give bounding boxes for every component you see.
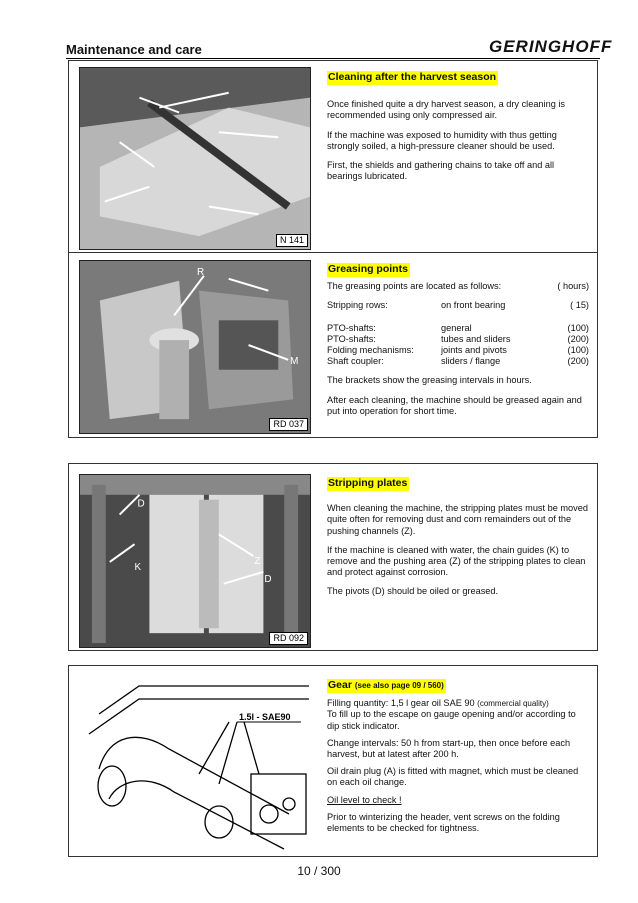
gear-line-drawing — [79, 674, 314, 852]
greasing-intro: The greasing points are located as follows: ( hours) — [327, 281, 589, 292]
figure-letter: D — [137, 498, 145, 510]
page-number: 10 / 300 — [297, 864, 341, 878]
greasing-row: PTO-shafts: tubes and sliders (200) — [327, 333, 589, 344]
paragraph: If the machine is cleaned with water, the chain guides (K) to remove and the pushing area (Z) of the stripping plates to clean and protect against corrosion. — [327, 544, 586, 578]
paragraph: The pivots (D) should be oiled or greased. — [327, 586, 499, 597]
photo-greasing-drawing — [80, 261, 310, 433]
figure-letter: K — [134, 561, 142, 573]
section-stripping — [68, 463, 598, 651]
paragraph: When cleaning the machine, the stripping plates must be moved quite often for removing dust and corn remainders out of the pushing channels (Z). — [327, 503, 588, 536]
paragraph: Once finished quite a dry harvest season, a dry cleaning is recommended using only compressed air. — [327, 99, 565, 121]
greasing-row: Shaft coupler: sliders / flange (200) — [327, 356, 589, 367]
section-gear — [68, 665, 598, 857]
figure-label: RD 037 — [269, 418, 308, 431]
paragraph: Oil drain plug (A) is fitted with magnet, which must be cleaned on each oil change. — [327, 766, 579, 788]
figure-label: 1.5l - SAE90 — [239, 712, 291, 722]
figure-letter: Z — [254, 555, 261, 567]
photo-cleaning-drawing — [80, 68, 310, 249]
paragraph: The brackets show the greasing intervals in hours. — [327, 375, 532, 386]
figure-label: RD 092 — [269, 632, 308, 645]
paragraph: Filling quantity: 1,5 l gear oil SAE 90 (commercial quality) To fill up to the escape on gauge opening and/or according to dip stick indicator. — [327, 698, 576, 731]
paragraph: First, the shields and gathering chains to take off and all bearings lubricated. — [327, 160, 555, 182]
section-greasing — [68, 253, 598, 438]
figure-label: N 141 — [276, 234, 308, 247]
paragraph: Change intervals: 50 h from start-up, then once before each harvest, but at latest after 200 h. — [327, 737, 571, 760]
figure-letter: D — [264, 573, 272, 585]
section-heading: Greasing points — [327, 263, 410, 277]
greasing-row: Stripping rows: on front bearing ( 15) — [327, 300, 589, 311]
paragraph: After each cleaning, the machine should be greased again and put into operation for short time. — [327, 394, 582, 416]
photo-stripping-drawing — [80, 475, 310, 647]
header-rule — [66, 58, 600, 59]
greasing-row: Folding mechanisms: joints and pivots (100) — [327, 345, 589, 356]
drawing-gear — [79, 674, 314, 852]
brand-logo: GERINGHOFF — [489, 37, 613, 56]
figure-letter: M — [290, 355, 299, 367]
greasing-row: PTO-shafts: general (100) — [327, 322, 589, 333]
photo-greasing — [79, 260, 311, 434]
paragraph-underlined: Oil level to check ! — [327, 794, 402, 805]
section-heading: Gear (see also page 09 / 560) — [327, 679, 446, 693]
section-heading: Cleaning after the harvest season — [327, 71, 498, 85]
paragraph: If the machine was exposed to humidity with thus getting strongly soiled, a high-pressure cleaner should be used. — [327, 129, 557, 151]
photo-cleaning — [79, 67, 311, 250]
photo-stripping — [79, 474, 311, 648]
page-title: Maintenance and care — [66, 42, 202, 57]
paragraph: Prior to winterizing the header, vent screws on the folding elements to be checked for tightness. — [327, 811, 560, 834]
section-heading: Stripping plates — [327, 477, 409, 491]
section-cleaning — [68, 60, 598, 253]
figure-letter: R — [196, 266, 205, 278]
